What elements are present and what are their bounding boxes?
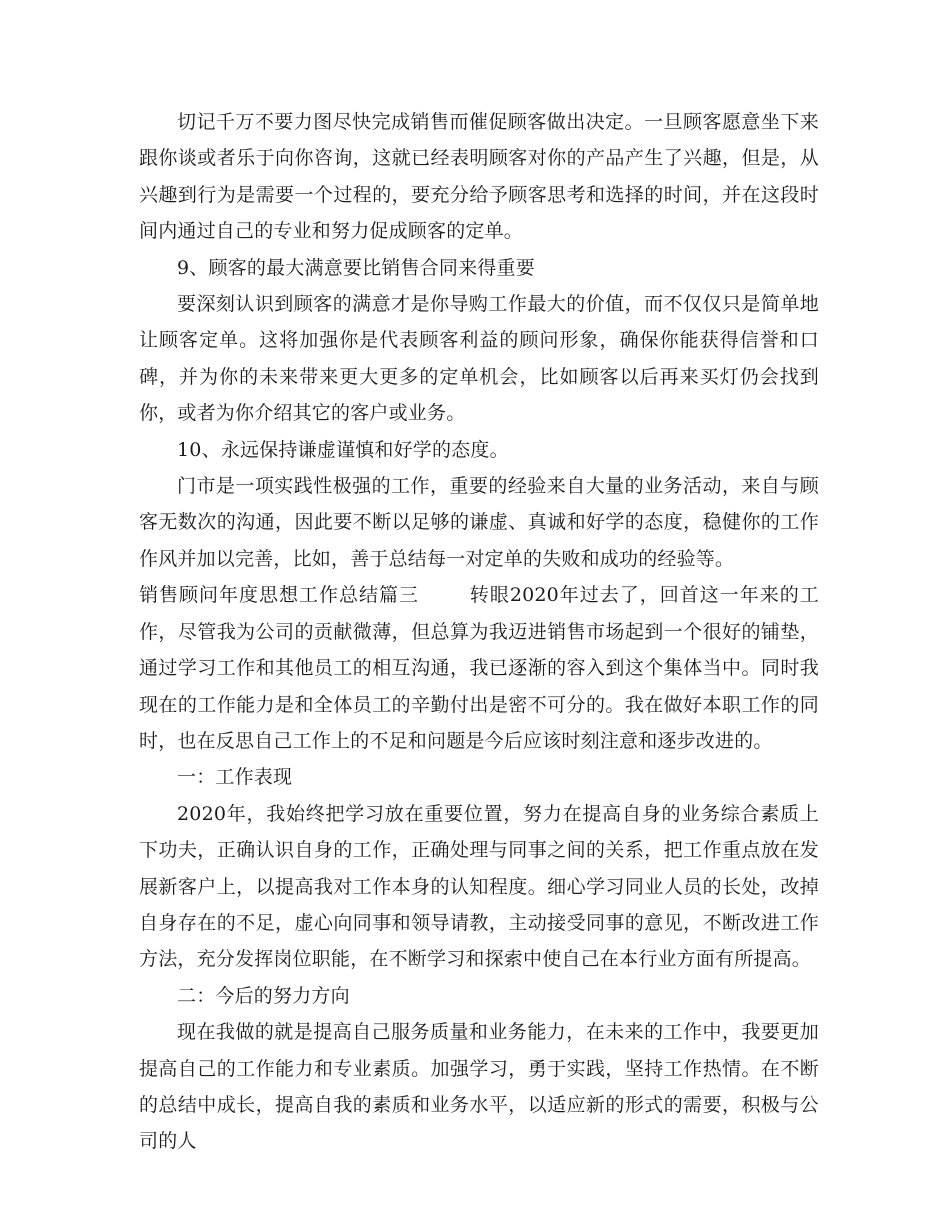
section-heading: 二：今后的努力方向 [177, 984, 350, 1007]
paragraph [139, 577, 819, 759]
document-body [139, 104, 819, 1160]
paragraph: 2020年，我始终把学习放在重要位置，努力在提高自身的业务综合素质上下功夫，正确认识自身的工作，正确处理与同事之间的关系，把工作重点放在发展新客户上，以提高我对工作本身的认知程度。细心学习同业人员的长处，改掉自身存在的不足，虚心向同事和领导请教，主动接受同事的意见，不断改进工作方法，充分发挥岗位职能，在不断学习和探索中使自己在本行业方面有所提高。 [139, 802, 819, 971]
paragraph: 要深刻认识到顾客的满意才是你导购工作最大的价值，而不仅仅只是简单地让顾客定单。这将加强你是代表顾客利益的顾问形象，确保你能获得信誉和口碑，并为你的未来带来更大更多的定单机会，比如顾客以后再来买灯仍会找到你，或者为你介绍其它的客户或业务。 [139, 293, 819, 425]
paragraph: 门市是一项实践性极强的工作，重要的经验来自大量的业务活动，来自与顾客无数次的沟通，因此要不断以足够的谦虚、真诚和好学的态度，稳健你的工作作风并加以完善，比如，善于总结每一对定单的失败和成功的经验等。 [139, 475, 819, 570]
paragraph: 现在我做的就是提高自己服务质量和业务能力，在未来的工作中，我要更加提高自己的工作能力和专业素质。加强学习，勇于实践，坚持工作热情。在不断的总结中成长，提高自我的素质和业务水平，以适应新的形式的需要，积极与公司的人 [139, 1021, 819, 1153]
article-title: 销售顾问年度思想工作总结篇三 [139, 584, 420, 607]
paragraph: 切记千万不要力图尽快完成销售而催促顾客做出决定。一旦顾客愿意坐下来跟你谈或者乐于向你咨询，这就已经表明顾客对你的产品产生了兴趣，但是，从兴趣到行为是需要一个过程的，要充分给予顾客思考和选择的时间，并在这段时间内通过自己的专业和努力促成顾客的定单。 [139, 111, 819, 243]
section-heading: 9、顾客的最大满意要比销售合同来得重要 [177, 256, 535, 279]
section-heading: 一：工作表现 [177, 766, 293, 789]
section-heading: 10、永远保持谦虚谨慎和好学的态度。 [177, 438, 509, 461]
paragraph-text: 转眼2020年过去了，回首这一年来的工作，尽管我为公司的贡献微薄，但总算为我迈进销售市场起到一个很好的铺垫，通过学习工作和其他员工的相互沟通，我已逐渐的容入到这个集体当中。同时我现在的工作能力是和全体员工的辛勤付出是密不可分的。我在做好本职工作的同时，也在反思自己工作上的不足和问题是今后应该时刻注意和逐步改进的。 [139, 584, 819, 752]
